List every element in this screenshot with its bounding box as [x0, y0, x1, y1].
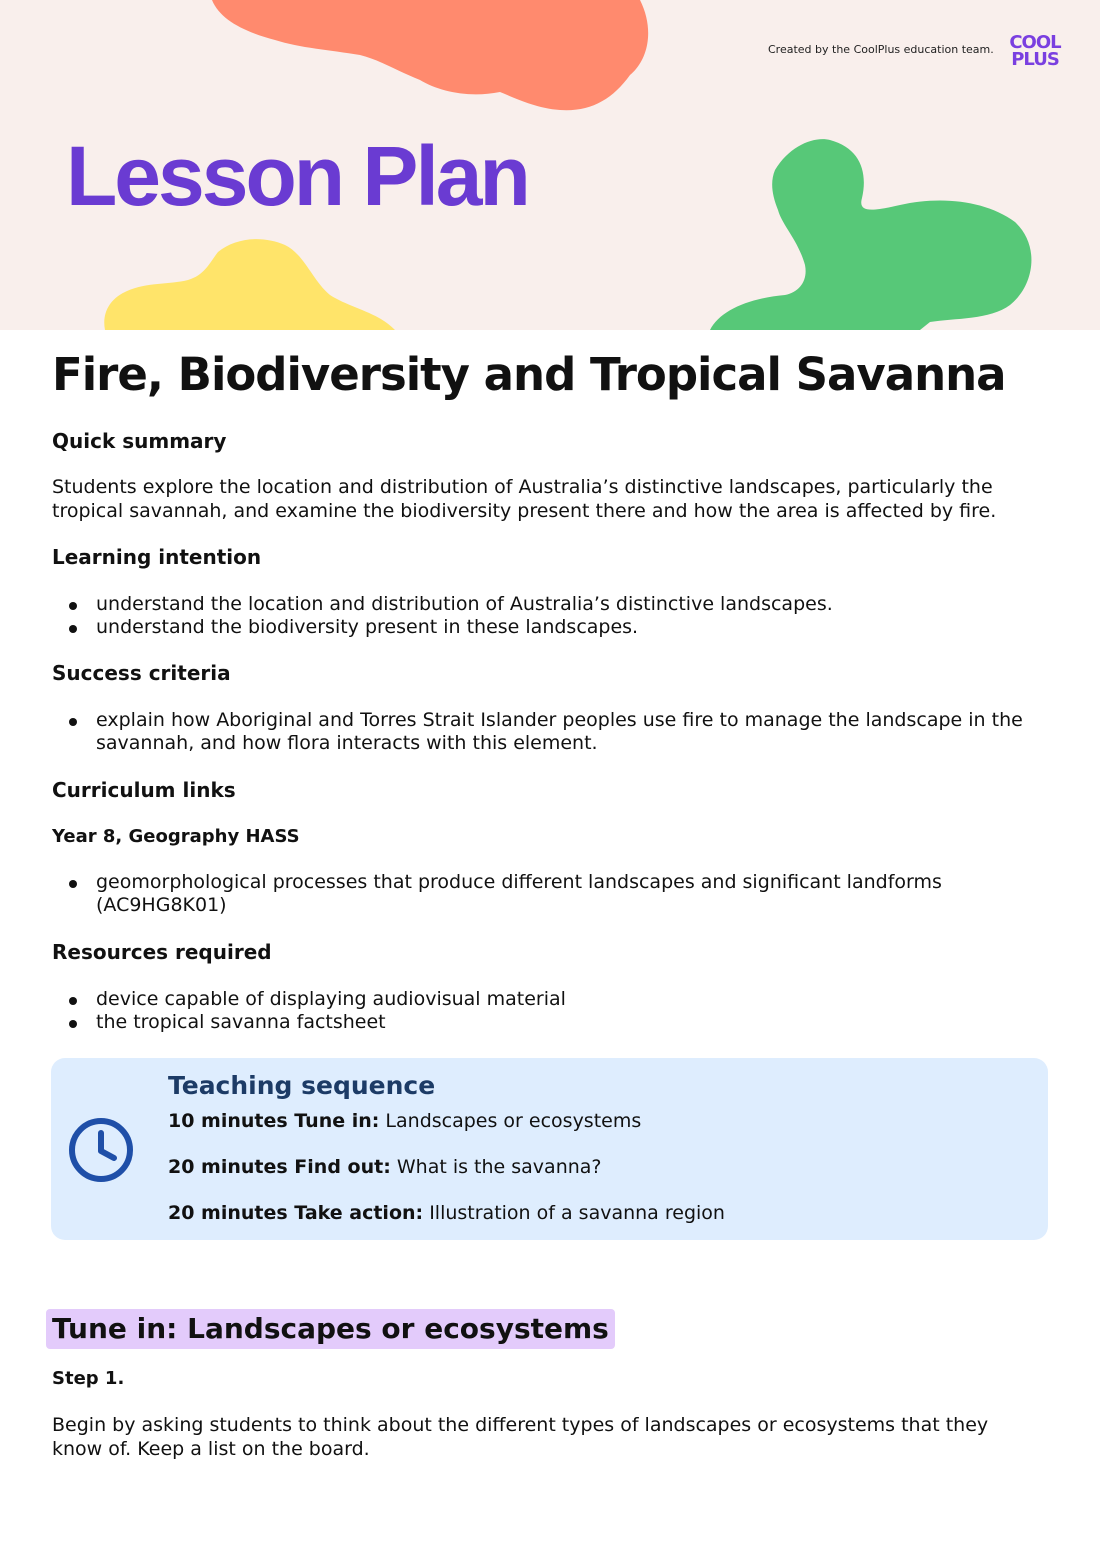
list-item: explain how Aboriginal and Torres Strait Islander peoples use fire to manage the landscape in the savannah, and how flora interacts with this element. — [52, 709, 1037, 755]
sequence-row-text: Landscapes or ecosystems — [385, 1110, 642, 1132]
learning-intention-heading: Learning intention — [52, 545, 262, 569]
yellow-blob — [104, 239, 395, 330]
sequence-row-label: 10 minutes Tune in: — [168, 1110, 380, 1132]
coolplus-logo — [1003, 34, 1067, 72]
sequence-row-label: 20 minutes Find out: — [168, 1156, 391, 1178]
quick-summary-text: Students explore the location and distribution of Australia’s distinctive landscapes, particularly the tropical savannah, and examine the biodiversity present there and how the area is affected by fire. — [52, 476, 997, 522]
lesson-title: Fire, Biodiversity and Tropical Savanna — [52, 348, 1006, 401]
curriculum-subheading: Year 8, Geography HASS — [52, 826, 300, 847]
curriculum-list — [52, 871, 952, 917]
list-item: understand the location and distribution of Australia’s distinctive landscapes. — [52, 593, 1037, 616]
teaching-sequence-box — [51, 1058, 1048, 1240]
list-item: the tropical savanna factsheet — [52, 1011, 1037, 1034]
sequence-row — [168, 1156, 602, 1178]
success-criteria-heading: Success criteria — [52, 661, 231, 685]
banner-title: Lesson Plan — [66, 129, 528, 223]
teaching-sequence-title: Teaching sequence — [168, 1071, 436, 1100]
step-label: Step 1. — [52, 1368, 125, 1389]
sequence-row-text: Illustration of a savanna region — [429, 1202, 725, 1224]
coral-blob — [212, 0, 648, 110]
resources-heading: Resources required — [52, 940, 272, 964]
curriculum-links-heading: Curriculum links — [52, 778, 236, 802]
logo-line-2: PLUS — [1011, 49, 1059, 70]
resources-list — [52, 988, 1037, 1034]
quick-summary-heading: Quick summary — [52, 429, 227, 453]
step-text: Begin by asking students to think about the different types of landscapes or ecosystems that they know of. Keep a list on the board. — [52, 1414, 989, 1460]
tune-in-heading: Tune in: Landscapes or ecosystems — [46, 1309, 615, 1349]
list-item: device capable of displaying audiovisual material — [52, 988, 1037, 1011]
learning-intention-list — [52, 593, 1037, 639]
success-criteria-list — [52, 709, 1037, 755]
green-blob — [710, 139, 1031, 330]
logo-line-1: COOL — [1009, 32, 1061, 53]
list-item: understand the biodiversity present in these landscapes. — [52, 616, 1037, 639]
sequence-row — [168, 1110, 641, 1132]
sequence-row — [168, 1202, 725, 1224]
sequence-row-label: 20 minutes Take action: — [168, 1202, 424, 1224]
sequence-row-text: What is the savanna? — [396, 1156, 602, 1178]
list-item: geomorphological processes that produce different landscapes and significant landforms (AC9HG8K01) — [52, 871, 952, 917]
credit-text: Created by the CoolPlus education team. — [768, 43, 994, 56]
clock-icon — [67, 1116, 135, 1184]
header-banner — [0, 0, 1100, 330]
